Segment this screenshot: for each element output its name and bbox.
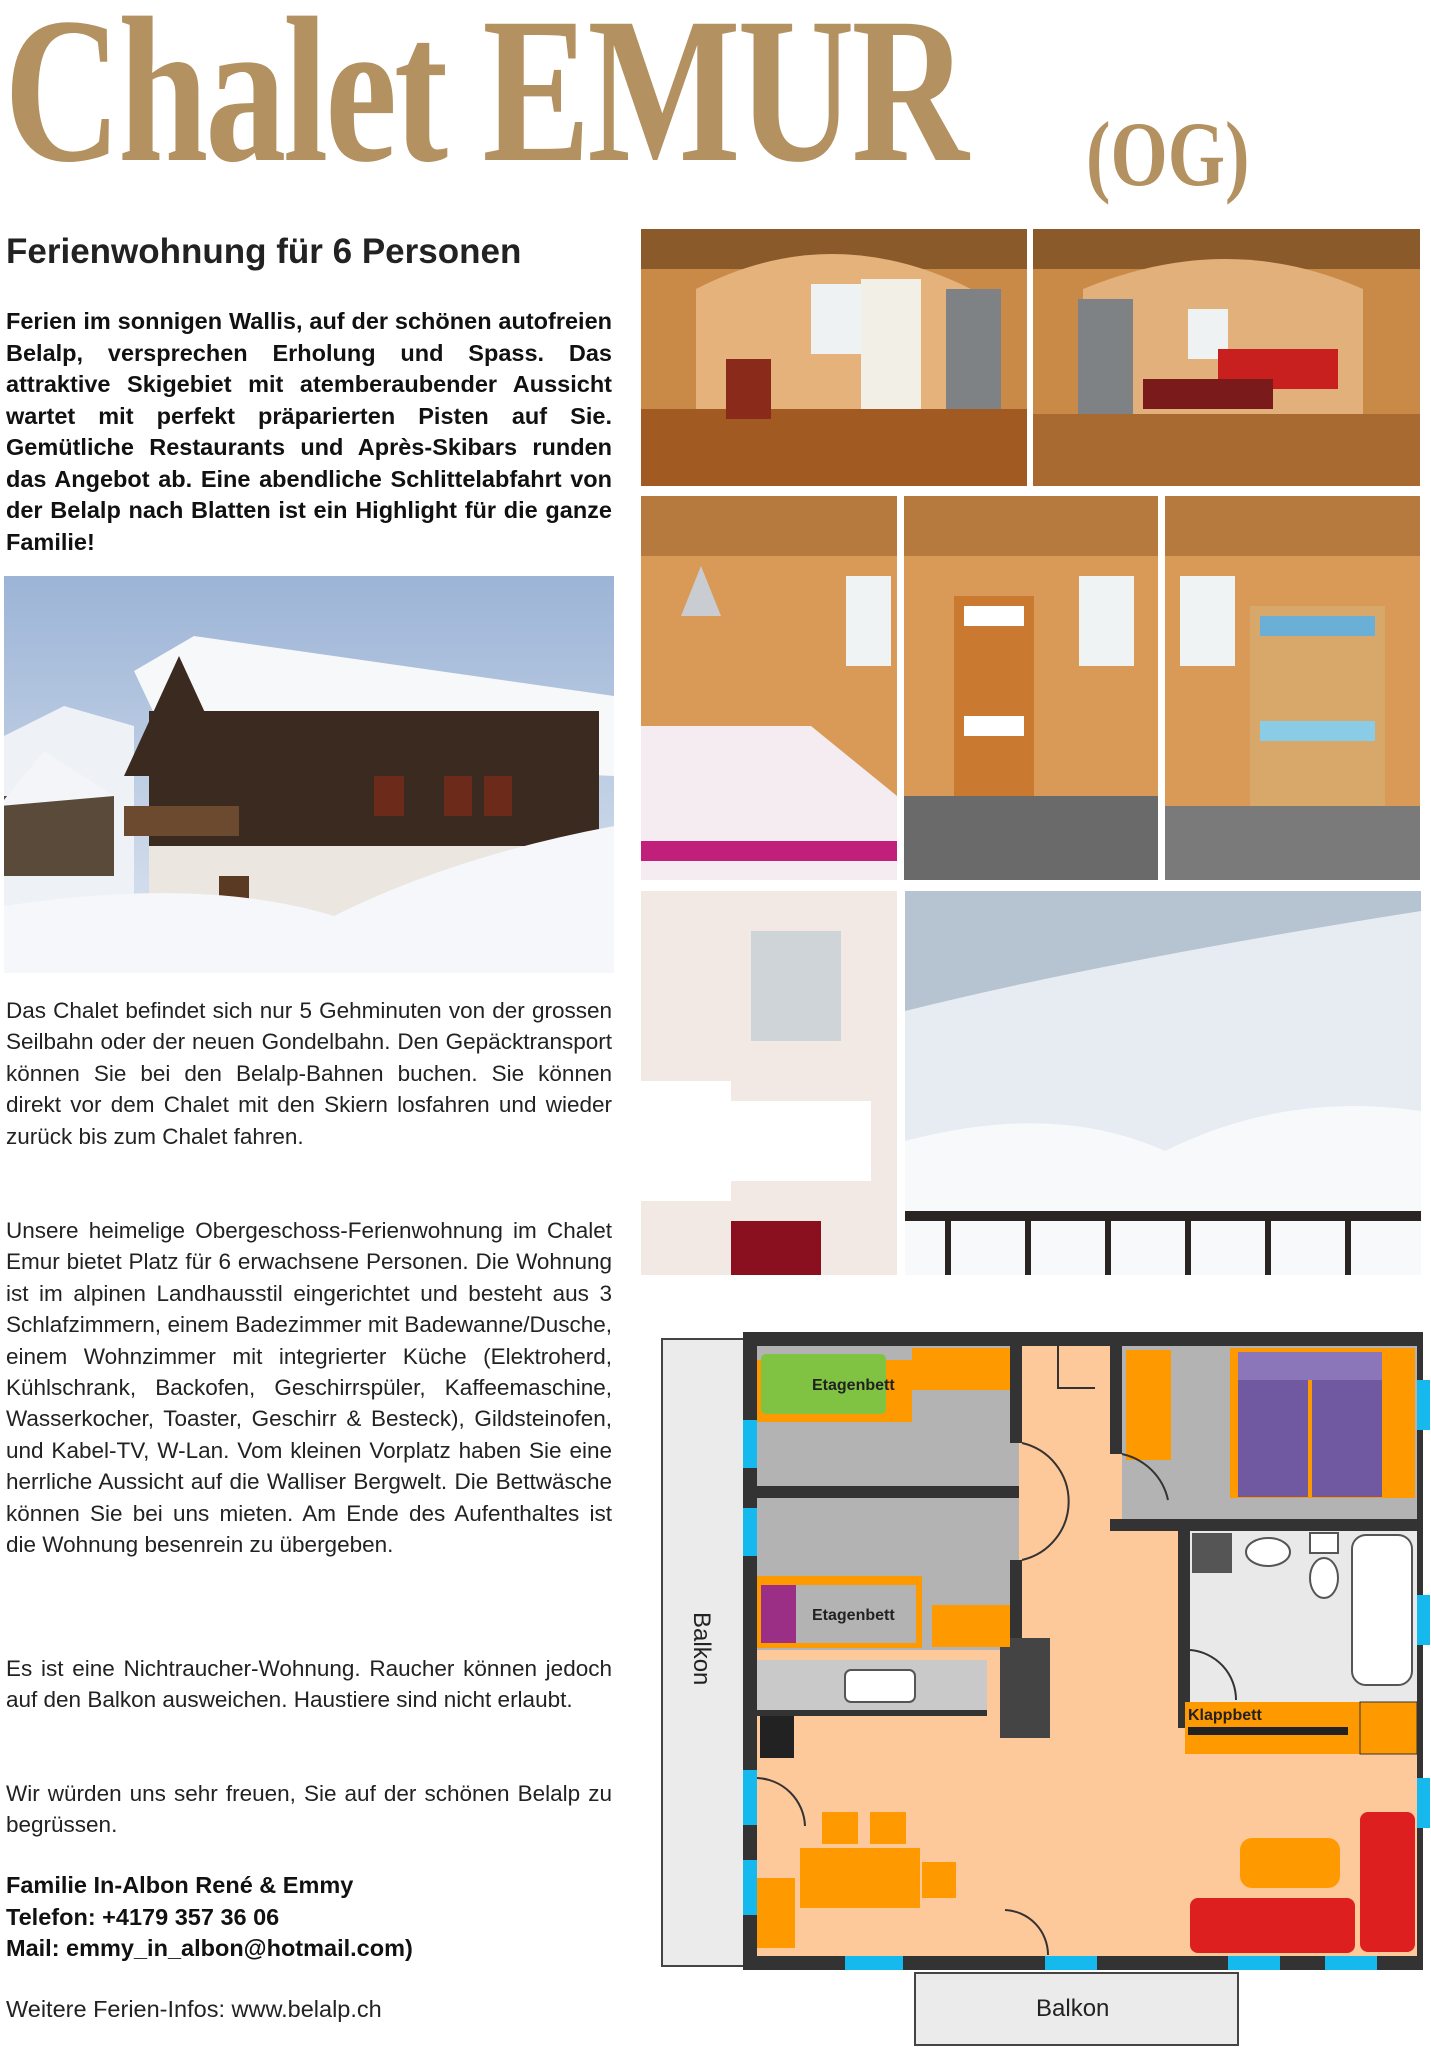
living-room-photo-2 <box>1033 229 1420 486</box>
floor-tag: (OG) <box>1086 103 1250 205</box>
paragraph-rules: Es ist eine Nichtraucher-Wohnung. Raucher können jedoch auf den Balkon ausweichen. Haustiere sind nicht erlaubt. <box>6 1656 612 1713</box>
armchair <box>1240 1838 1340 1888</box>
bedroom-photo-3 <box>1165 496 1420 880</box>
chalet-exterior-photo <box>4 576 614 973</box>
bunkbed-label-2: Etagenbett <box>812 1607 895 1624</box>
contact-phone: Telefon: +4179 357 36 06 <box>6 1903 280 1930</box>
bunkbed-label-1: Etagenbett <box>812 1377 895 1394</box>
contact-block <box>6 1870 612 1965</box>
footer-link: Weitere Ferien-Infos: www.belalp.ch <box>6 1996 382 2022</box>
contact-name: Familie In-Albon René & Emmy <box>6 1872 354 1898</box>
foldbed-label: Klappbett <box>1188 1707 1262 1724</box>
paragraph-apartment: Unsere heimelige Obergeschoss-Ferienwohnung im Chalet Emur bietet Platz für 6 erwachsene Personen. Die Wohnung ist im alpinen Landhausstil eingerichtet und besteht aus 3 Schlafzimmern, einem Badezimmer mit Badewanne/Dusche, einem Wohnzimmer mit integrierter Küche (Elektroherd, Kühlschrank, Backofen, Geschirrspüler, Kaffeemaschine, Wasserkocher, Toaster, Geschirr & Besteck), Gildsteinofen, und Kabel-TV, W-Lan. Vom kleinen Vorplatz haben Sie eine herrliche Aussicht auf die Walliser Bergwelt. Die Bettwäsche können Sie bei uns mieten. Am Ende des Aufenthaltes ist die Wohnung besenrein zu übergeben. <box>6 1218 612 1558</box>
bedroom-photo-1 <box>641 496 897 880</box>
bathroom-photo <box>641 891 897 1275</box>
subtitle: Ferienwohnung für 6 Personen <box>6 232 522 271</box>
bedroom-photo-2 <box>904 496 1158 880</box>
oven-icon <box>760 1716 794 1758</box>
page-title: Chalet EMUR <box>4 0 966 205</box>
paragraph-greeting: Wir würden uns sehr freuen, Sie auf der schönen Belalp zu begrüssen. <box>6 1781 612 1838</box>
contact-mail: Mail: emmy_in_albon@hotmail.com) <box>6 1935 413 1961</box>
balcony-label-bottom: Balkon <box>1036 1995 1110 2022</box>
mountain-view-photo <box>905 891 1421 1275</box>
sofa <box>1190 1898 1355 1953</box>
living-room-photo-1 <box>641 229 1027 486</box>
stove <box>1000 1638 1050 1738</box>
sink-icon <box>845 1670 915 1702</box>
paragraph-location: Das Chalet befindet sich nur 5 Gehminuten von der grossen Seilbahn oder der neuen Gondelbahn. Den Gepäcktransport können Sie bei den Belalp-Bahnen buchen. Sie können direkt vor dem Chalet mit den Skiern losfahren und wieder zurück bis zum Chalet fahren. <box>6 998 612 1149</box>
balcony-label-side: Balkon <box>688 1612 715 1686</box>
dining-table <box>800 1848 920 1908</box>
intro-text: Ferien im sonnigen Wallis, auf der schönen autofreien Belalp, versprechen Erholung und Spass. Das attraktive Skigebiet mit atemberaubender Aussicht wartet mit perfekt präparierten Pisten auf Sie. Gemütliche Restaurants und Après-Skibars runden das Angebot ab. Eine abendliche Schlittelabfahrt von der Belalp nach Blatten ist ein Highlight für die ganze Familie! <box>6 308 612 555</box>
floor-plan <box>660 1330 1430 2048</box>
